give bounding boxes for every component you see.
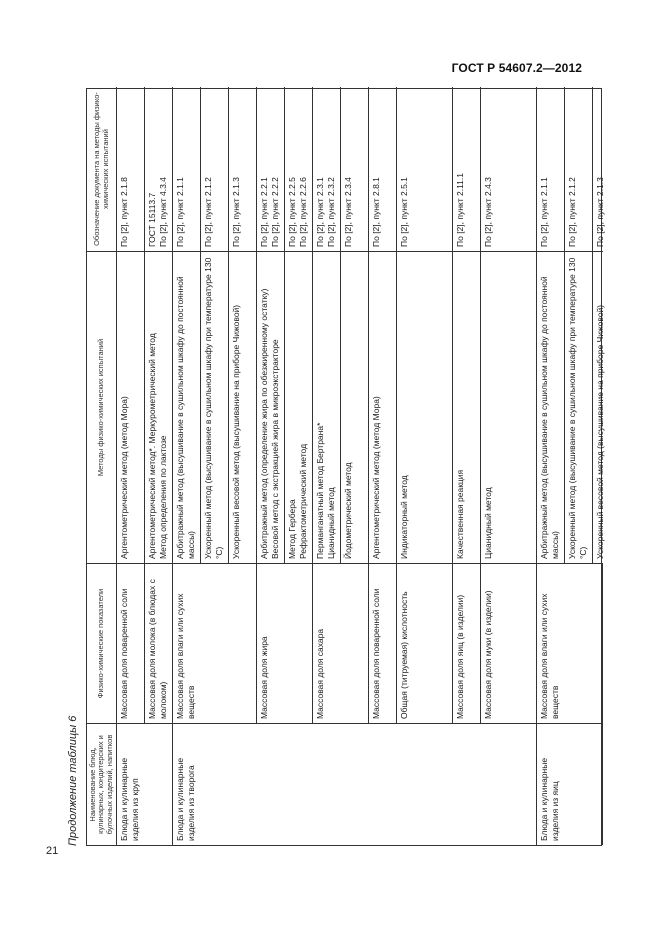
method-cell: Ускоренный метод (высушивание в сушильном шкафу при температуре 130 °С)	[201, 251, 229, 563]
method-cell: Арбитражный метод (определение жира по обезжиренному остатку) Весовой метод с экстракцией жира в микроэкстракторе	[257, 251, 285, 563]
method-cell: Аргентометрический метод (метод Мора)	[117, 251, 145, 563]
rotated-table-wrapper	[62, 88, 605, 846]
document-cell: По [2], пункт 2.1.1	[173, 87, 201, 251]
method-cell: Перманганатный метод Бертрана* Цианидный метод	[313, 251, 341, 563]
document-cell: По [2], пункт 2.1.3	[229, 87, 257, 251]
document-cell: По [2], пункт 2.11.1	[453, 87, 481, 251]
dish-cell: Блюда и кулинарные изделия из круп	[117, 723, 173, 845]
indicator-cell: Массовая доля жира	[257, 563, 313, 723]
indicator-cell: Массовая доля молока (в блюдах с молоком)	[145, 563, 173, 723]
method-cell: Арбитражный метод (высушивание в сушильном шкафу до постоянной массы)	[173, 251, 201, 563]
indicator-cell: Массовая доля влаги или сухих веществ	[537, 563, 603, 723]
method-cell: Ускоренный весовой метод (высушивание на приборе Чижовой)	[593, 251, 603, 563]
document-cell: По [2], пункт 2.4.3	[481, 87, 537, 251]
method-cell: Арбитражный метод (высушивание в сушильном шкафу до постоянной массы)	[537, 251, 565, 563]
document-cell: По [2], пункт 2.1.2	[565, 87, 593, 251]
document-cell: По [2], пункт 2.2.1 По [2], пункт 2.2.2	[257, 87, 285, 251]
document-cell: По [2], пункт 2.2.5 По [2], пункт 2.2.6	[285, 87, 313, 251]
dish-cell: Блюда и кулинарные изделия из творога	[173, 723, 537, 845]
method-cell: Качественная реакция	[453, 251, 481, 563]
methods-table	[86, 88, 605, 846]
method-cell: Аргентометрический метод*. Меркурометрический метод Метод определения по лактозе	[145, 251, 173, 563]
method-cell: Йодометрический метод	[341, 251, 369, 563]
column-header-document: Обозначение документа на методы физико-химических испытаний	[87, 87, 117, 251]
document-cell: По [2], пункт 2.1.8	[117, 87, 145, 251]
column-header-dish: Наименование блюд, кулинарных, кондитерских и булочных изделий, напитков	[87, 723, 117, 845]
indicator-cell: Общая (титруемая) кислотность	[397, 563, 453, 723]
document-cell: ГОСТ 15113.7 По [2], пункт 4.3.4	[145, 87, 173, 251]
document-cell: По [2], пункт 2.1.2	[201, 87, 229, 251]
document-cell: По [2], пункт 2.3.1 По [2], пункт 2.3.2	[313, 87, 341, 251]
document-cell: По [2], пункт 2.1.3	[595, 177, 605, 247]
dish-cell: Блюда и кулинарные изделия из яиц	[537, 723, 603, 845]
indicator-cell: Массовая доля яиц (в изделии)	[453, 563, 481, 723]
document-cell: По [2], пункт 2.5.1	[397, 87, 453, 251]
method-cell: Индикаторный метод	[397, 251, 453, 563]
method-cell: Ускоренный весовой метод (высушивание на приборе Чижовой)	[229, 251, 257, 563]
page-number: 21	[46, 845, 59, 857]
method-cell: Цианидный метод	[481, 251, 537, 563]
method-cell: Метод Гербера Рефрактометрический метод	[285, 251, 313, 563]
indicator-cell: Массовая доля влаги или сухих веществ	[173, 563, 257, 723]
indicator-cell: Массовая доля сахара	[313, 563, 369, 723]
rotated-table-frame	[62, 88, 605, 846]
column-header-method: Методы физико-химических испытаний	[87, 251, 117, 563]
indicator-cell: Массовая доля поваренной соли	[369, 563, 397, 723]
table-caption: Продолжение таблицы 6	[67, 715, 79, 846]
document-cell: По [2], пункт 2.8.1	[369, 87, 397, 251]
method-cell: Аргентометрический метод (метод Мора)	[369, 251, 397, 563]
document-cell: По [2], пункт 2.3.4	[341, 87, 369, 251]
indicator-cell: Массовая доля муки (в изделии)	[481, 563, 537, 723]
column-header-indicator: Физико-химические показатели	[87, 563, 117, 723]
document-cell: По [2], пункт 2.1.1	[537, 87, 565, 251]
method-cell: Ускоренный метод (высушивание в сушильном шкафу при температуре 130 °С)	[565, 251, 593, 563]
indicator-cell: Массовая доля поваренной соли	[117, 563, 145, 723]
document-code: ГОСТ Р 54607.2—2012	[451, 61, 582, 75]
